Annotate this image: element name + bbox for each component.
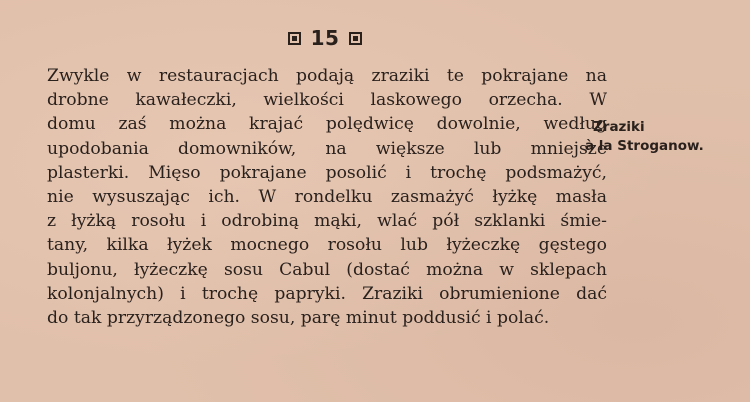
- page-header: [270, 24, 380, 52]
- text-line: kolonjalnych) i trochę papryki. Zraziki obrumienione dać: [47, 283, 607, 304]
- margin-note: [585, 118, 715, 156]
- square-ornament-icon: [349, 32, 362, 45]
- margin-note-title: Zraziki: [593, 119, 645, 135]
- recipe-paragraph: [47, 64, 607, 330]
- square-ornament-icon: [288, 32, 301, 45]
- text-line: upodobania domowników, na większe lub mniejsze: [47, 138, 607, 159]
- text-line: do tak przyrządzonego sosu, parę minut poddusić i polać.: [47, 307, 550, 328]
- text-line: domu zaś można krajać polędwicę dowolnie, według: [47, 114, 607, 135]
- text-line: Zwykle w restauracjach podają zraziki te pokrajane na: [47, 66, 607, 86]
- text-line: z łyżką rosołu i odrobiną mąki, wlać pół szklanki śmie-: [47, 211, 607, 232]
- margin-note-subtitle: à la Stroganow.: [585, 138, 704, 154]
- text-line: tany, kilka łyżek mocnego rosołu lub łyżeczkę gęstego: [47, 235, 607, 256]
- text-line: buljonu, łyżeczkę sosu Cabul (dostać można w sklepach: [47, 259, 607, 280]
- page-number: 15: [310, 26, 340, 50]
- text-line: drobne kawałeczki, wielkości laskowego orzecha. W: [47, 90, 607, 111]
- text-line: nie wysuszając ich. W rondelku zasmażyć łyżkę masła: [47, 186, 607, 207]
- text-line: plasterki. Mięso pokrajane posolić i trochę podsmażyć,: [47, 162, 607, 183]
